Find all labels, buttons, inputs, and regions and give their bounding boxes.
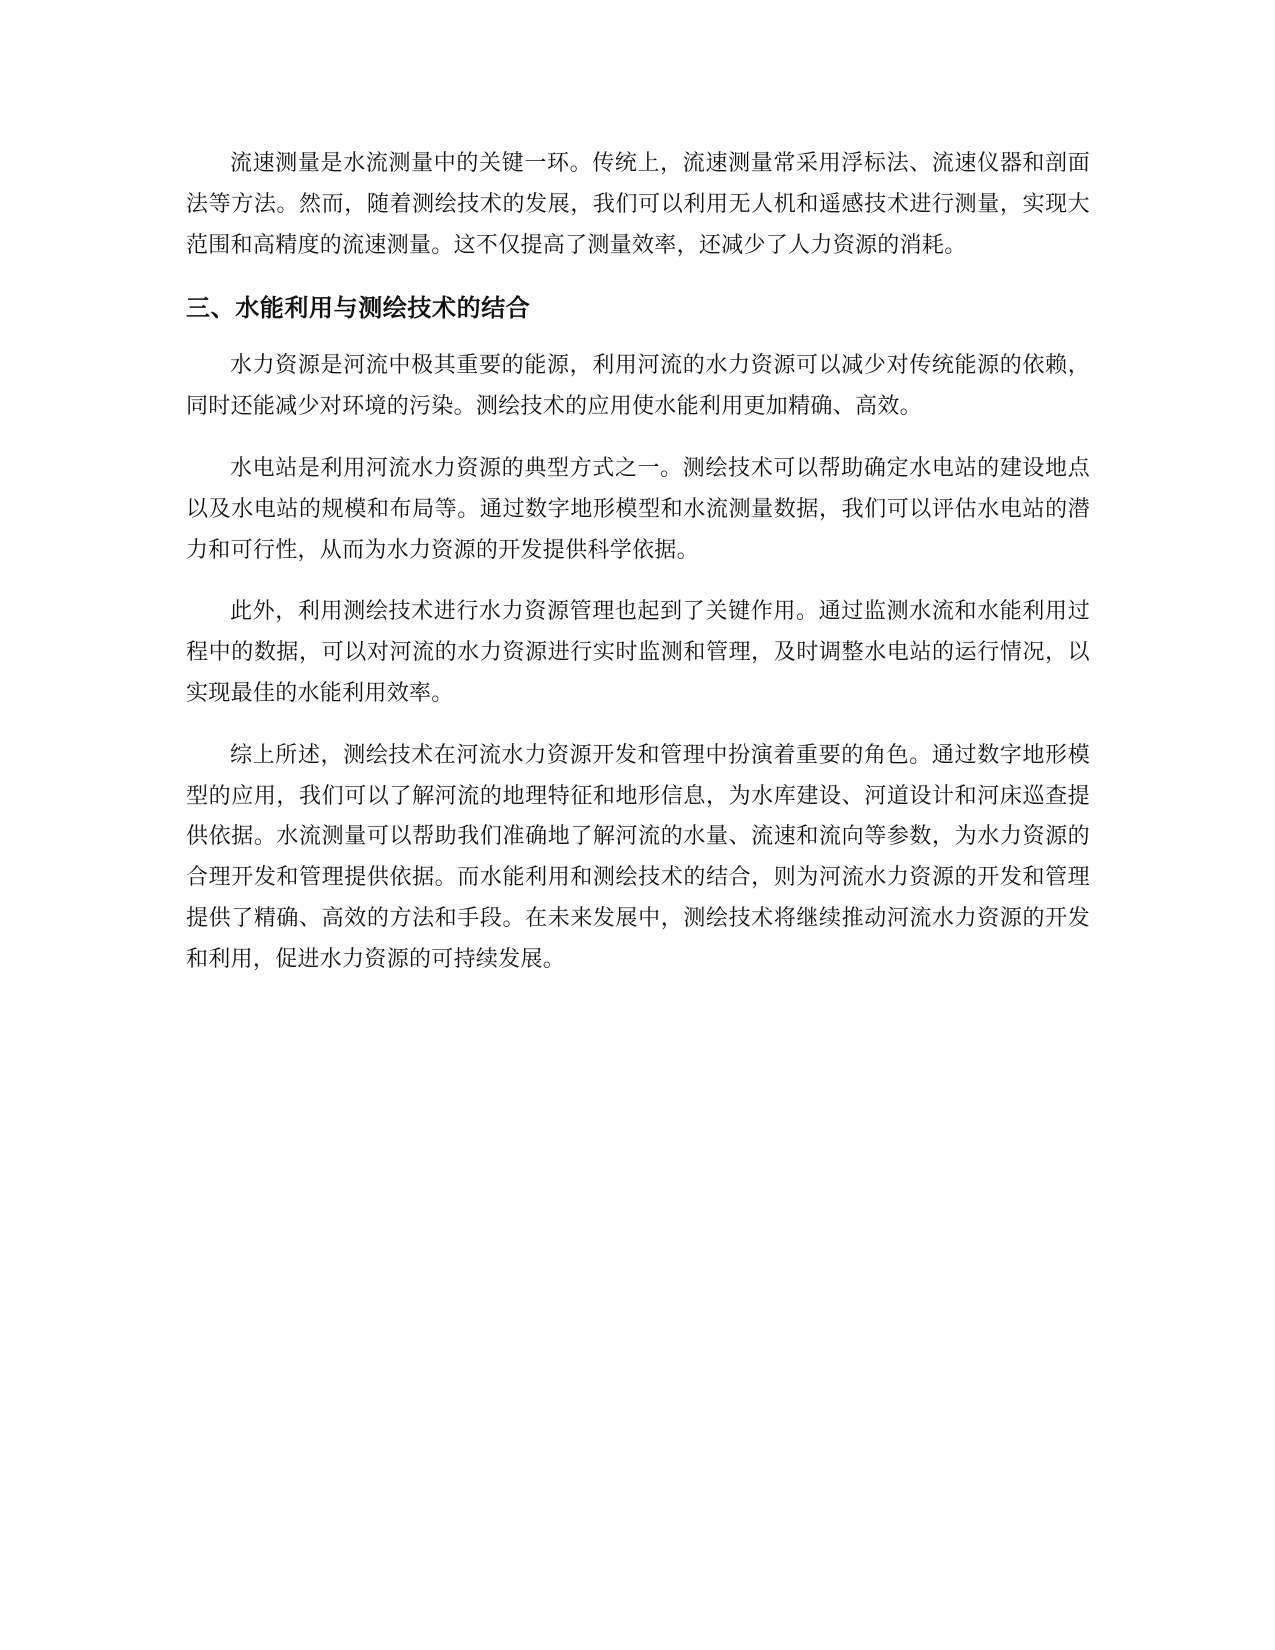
paragraph-conclusion: 综上所述，测绘技术在河流水力资源开发和管理中扮演着重要的角色。通过数字地形模型的应用，我们可以了解河流的地理特征和地形信息，为水库建设、河道设计和河床巡查提供依据。水流测量可以帮助我们准确地了解河流的水量、流速和流向等参数，为水力资源的合理开发和管理提供依据。而水能利用和测绘技术的结合，则为河流水力资源的开发和管理提供了精确、高效的方法和手段。在未来发展中，测绘技术将继续推动河流水力资源的开发和利用，促进水力资源的可持续发展。 (186, 742, 1090, 972)
paragraph-hydropower-resources: 水力资源是河流中极其重要的能源，利用河流的水力资源可以减少对传统能源的依赖，同时还能减少对环境的污染。测绘技术的应用使水能利用更加精确、高效。 (186, 353, 1090, 420)
section-heading: 三、水能利用与测绘技术的结合 (186, 294, 531, 323)
paragraph-hydropower-station: 水电站是利用河流水力资源的典型方式之一。测绘技术可以帮助确定水电站的建设地点以及水电站的规模和布局等。通过数字地形模型和水流测量数据，我们可以评估水电站的潜力和可行性，从而为水力资源的开发提供科学依据。 (186, 455, 1090, 563)
document-body (186, 144, 1090, 981)
paragraph-resource-management: 此外，利用测绘技术进行水力资源管理也起到了关键作用。通过监测水流和水能利用过程中的数据，可以对河流的水力资源进行实时监测和管理，及时调整水电站的运行情况，以实现最佳的水能利用效率。 (186, 599, 1090, 706)
paragraph-flow-velocity: 流速测量是水流测量中的关键一环。传统上，流速测量常采用浮标法、流速仪器和剖面法等方法。然而，随着测绘技术的发展，我们可以利用无人机和遥感技术进行测量，实现大范围和高精度的流速测量。这不仅提高了测量效率，还减少了人力资源的消耗。 (186, 151, 1090, 258)
